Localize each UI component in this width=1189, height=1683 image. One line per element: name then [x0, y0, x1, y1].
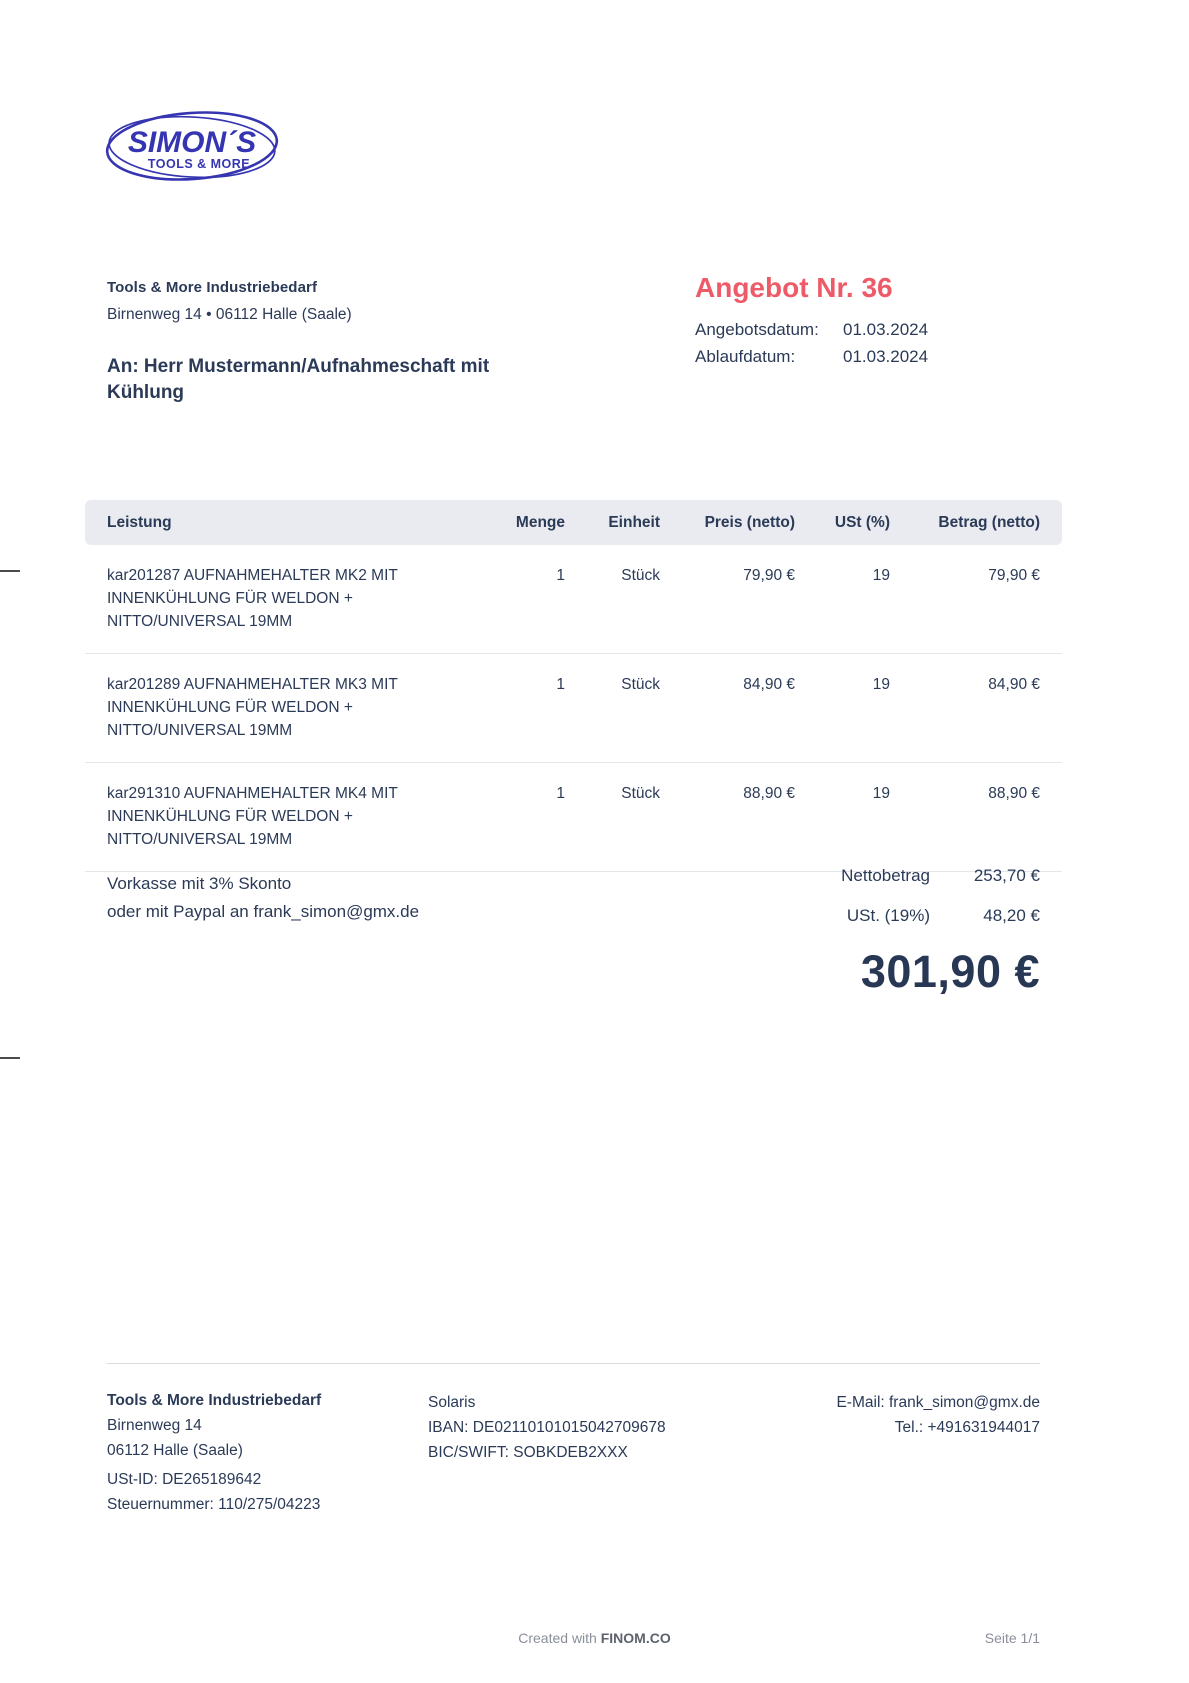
offer-date-value: 01.03.2024 [843, 320, 929, 339]
offer-header [695, 272, 1065, 367]
footer-bank-name: Solaris [428, 1394, 476, 1411]
logo-ellipse-graphic [103, 108, 281, 184]
footer-vat-id: USt-ID: DE265189642 [107, 1471, 262, 1488]
footer-company-name: Tools & More Industriebedarf [107, 1392, 322, 1409]
net-total-label: Nettobetrag [841, 866, 930, 885]
cell-ust: 19 [872, 785, 890, 802]
offer-expiry-value: 01.03.2024 [843, 347, 929, 366]
page-number: Seite 1/1 [984, 1630, 1040, 1646]
footer-city: 06112 Halle (Saale) [107, 1442, 243, 1459]
cell-leistung: kar291310 AUFNAHMEHALTER MK4 MIT INNENKÜHLUNG FÜR WELDON + NITTO/UNIVERSAL 19MM [107, 785, 398, 848]
totals-block [841, 866, 1040, 998]
header-ust: USt (%) [834, 513, 890, 531]
payment-line-2: oder mit Paypal an frank_simon@gmx.de [107, 902, 420, 921]
cell-ust: 19 [872, 567, 890, 584]
cell-preis: 79,90 € [743, 567, 795, 584]
net-total-row [841, 866, 1040, 886]
offer-dates [695, 320, 1065, 367]
header-einheit: Einheit [608, 513, 660, 531]
footer-street: Birnenweg 14 [107, 1417, 202, 1434]
offer-expiry-row [695, 347, 1065, 367]
fold-mark-bottom [0, 1057, 20, 1059]
vat-row [841, 906, 1040, 926]
table-header-row [85, 500, 1062, 545]
cell-einheit: Stück [621, 785, 660, 802]
vat-label: USt. (19%) [846, 906, 930, 925]
payment-totals-section [107, 866, 1040, 998]
table-row [85, 545, 1062, 654]
cell-menge: 1 [556, 567, 565, 584]
logo-subtitle: TOOLS & MORE [147, 157, 251, 171]
table-row [85, 763, 1062, 872]
net-total-value: 253,70 € [973, 866, 1040, 885]
cell-betrag: 88,90 € [988, 785, 1040, 802]
sender-address: Birnenweg 14 • 06112 Halle (Saale) [107, 306, 352, 323]
header-leistung: Leistung [107, 513, 172, 531]
cell-menge: 1 [556, 676, 565, 693]
footer-company-column [107, 1388, 321, 1517]
cell-einheit: Stück [621, 676, 660, 693]
footer-email: E-Mail: frank_simon@gmx.de [836, 1394, 1040, 1411]
footer-bic: BIC/SWIFT: SOBKDEB2XXX [428, 1444, 628, 1461]
cell-betrag: 79,90 € [988, 567, 1040, 584]
payment-line-1: Vorkasse mit 3% Skonto [107, 874, 292, 893]
footer-tax-number: Steuernummer: 110/275/04223 [107, 1496, 321, 1513]
header-preis: Preis (netto) [704, 513, 795, 531]
footer-divider [107, 1363, 1040, 1364]
company-logo [103, 108, 281, 189]
finom-brand: FINOM.CO [600, 1630, 671, 1646]
cell-einheit: Stück [621, 567, 660, 584]
header-menge: Menge [515, 513, 565, 531]
vat-value: 48,20 € [983, 906, 1040, 925]
offer-expiry-label: Ablaufdatum: [695, 347, 796, 366]
footer-contact-column [640, 1390, 1040, 1440]
recipient-line: An: Herr Mustermann/Aufnahmeschaft mit Kühlung [107, 356, 490, 403]
cell-betrag: 84,90 € [988, 676, 1040, 693]
footer-iban: IBAN: DE02110101015042709678 [428, 1419, 666, 1436]
created-with-text: Created with [518, 1630, 601, 1646]
cell-menge: 1 [556, 785, 565, 802]
table-body [85, 545, 1062, 872]
cell-leistung: kar201289 AUFNAHMEHALTER MK3 MIT INNENKÜHLUNG FÜR WELDON + NITTO/UNIVERSAL 19MM [107, 676, 398, 739]
fold-mark-top [0, 570, 20, 572]
offer-date-row [695, 320, 1065, 340]
cell-preis: 84,90 € [743, 676, 795, 693]
payment-terms [107, 866, 419, 998]
footer-bank-column [428, 1390, 666, 1465]
offer-date-label: Angebotsdatum: [695, 320, 819, 339]
cell-ust: 19 [872, 676, 890, 693]
cell-leistung: kar201287 AUFNAHMEHALTER MK2 MIT INNENKÜHLUNG FÜR WELDON + NITTO/UNIVERSAL 19MM [107, 567, 398, 630]
logo-name: SIMON´S [127, 126, 257, 159]
grand-total-value: 301,90 € [860, 946, 1040, 997]
cell-preis: 88,90 € [743, 785, 795, 802]
sender-block [107, 279, 537, 406]
header-betrag: Betrag (netto) [938, 513, 1040, 531]
table-row [85, 654, 1062, 763]
footer-phone: Tel.: +491631944017 [894, 1419, 1040, 1436]
offer-title: Angebot Nr. 36 [695, 272, 893, 303]
sender-company: Tools & More Industriebedarf [107, 279, 318, 296]
items-table [85, 500, 1062, 872]
